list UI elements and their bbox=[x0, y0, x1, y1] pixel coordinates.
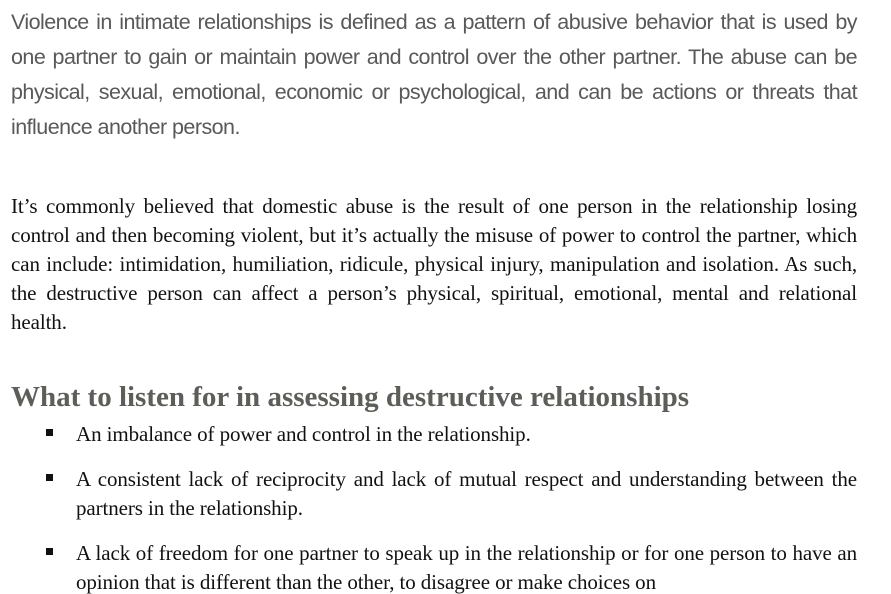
body-paragraph: It’s commonly believed that domestic abuse is the result of one person in the relationship losing control and then becoming violent, but it’s actually the misuse of power to control the partner, which can include: intimidation, humiliation, ridicule, physical injury, manipulation and isolation. As such, the destructive person can affect a person’s physical, spiritual, emotional, mental and relational health. bbox=[11, 194, 857, 334]
intro-paragraph: Violence in intimate relationships is defined as a pattern of abusive behavior that is used by one partner to gain or maintain power and control over the other partner. The abuse can be physical, sexual, emotional, economic or psychological, and can be actions or threats that influence another person. bbox=[11, 10, 857, 139]
bullet-list bbox=[0, 420, 891, 594]
square-bullet-icon bbox=[46, 548, 53, 555]
section-heading: What to listen for in assessing destructive relationships bbox=[11, 381, 690, 413]
list-item-text: An imbalance of power and control in the relationship. bbox=[76, 422, 531, 446]
square-bullet-icon bbox=[46, 474, 53, 481]
square-bullet-icon bbox=[46, 429, 53, 436]
list-item bbox=[0, 420, 891, 449]
list-item bbox=[0, 465, 891, 523]
list-item-text: A consistent lack of reciprocity and lack of mutual respect and understanding between the partners in the relationship. bbox=[76, 467, 857, 520]
list-item bbox=[0, 539, 891, 594]
list-item-text: A lack of freedom for one partner to speak up in the relationship or for one person to have an opinion that is different than the other, to disagree or make choices on bbox=[76, 541, 857, 594]
